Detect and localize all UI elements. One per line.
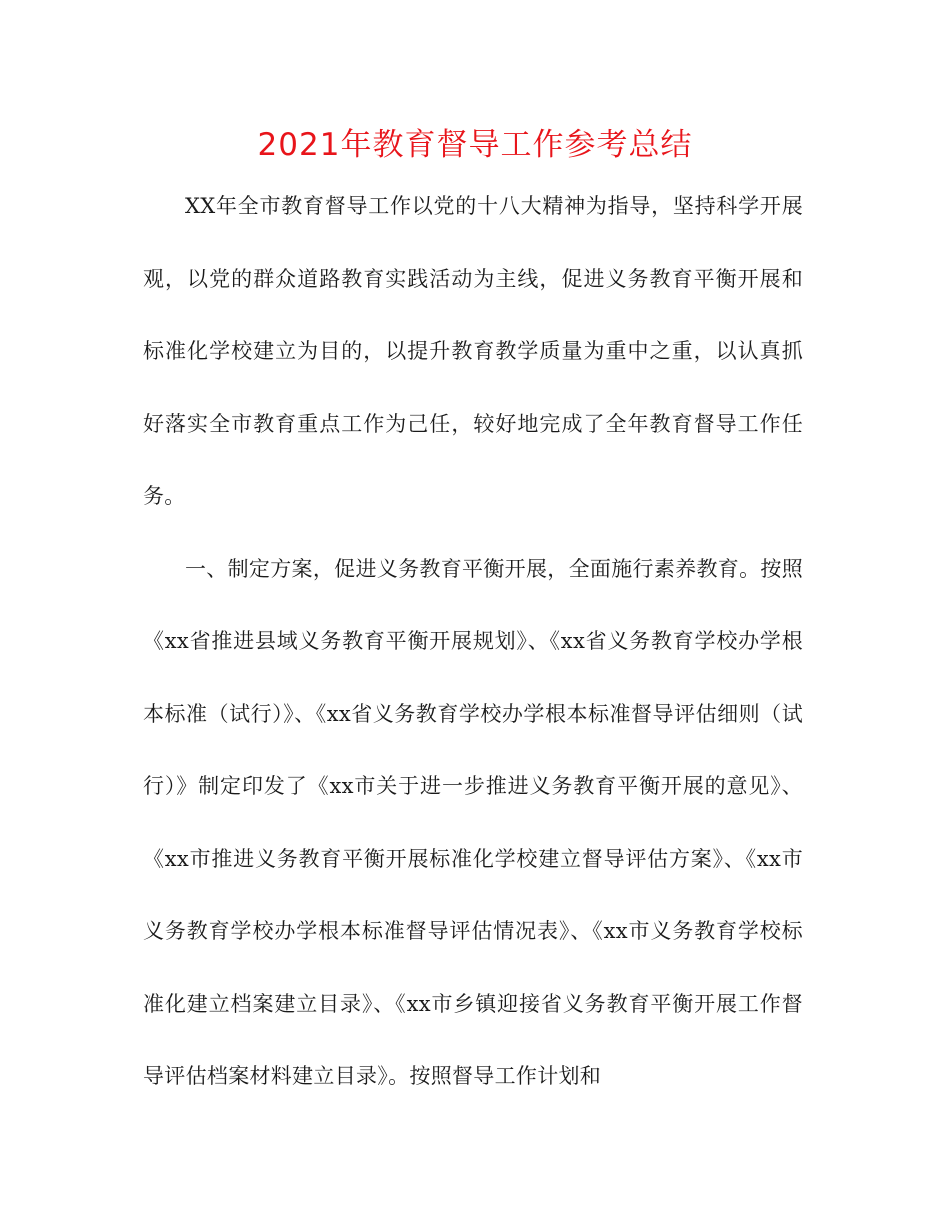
document-title: 2021年教育督导工作参考总结 — [257, 127, 693, 163]
document-body — [143, 170, 803, 1113]
paragraph-section-one: 一、制定方案，促进义务教育平衡开展，全面施行素养教育。按照《xx省推进县域义务教育平衡开展规划》、《xx省义务教育学校办学根本标准（试行）》、《xx省义务教育学校办学根本标准督导评估细则（试行）》制定印发了《xx市关于进一步推进义务教育平衡开展的意见》、《xx市推进义务教育平衡开展标准化学校建立督导评估方案》、《xx市义务教育学校办学根本标准督导评估情况表》、《xx市义务教育学校标准化建立档案建立目录》、《xx市乡镇迎接省义务教育平衡开展工作督导评估档案材料建立目录》。按照督导工作计划和 — [143, 556, 803, 1088]
paragraph-intro: XX年全市教育督导工作以党的十八大精神为指导，坚持科学开展观，以党的群众道路教育实践活动为主线，促进义务教育平衡开展和标准化学校建立为目的，以提升教育教学质量为重中之重，以认真抓好落实全市教育重点工作为己任，较好地完成了全年教育督导工作任务。 — [143, 194, 803, 508]
